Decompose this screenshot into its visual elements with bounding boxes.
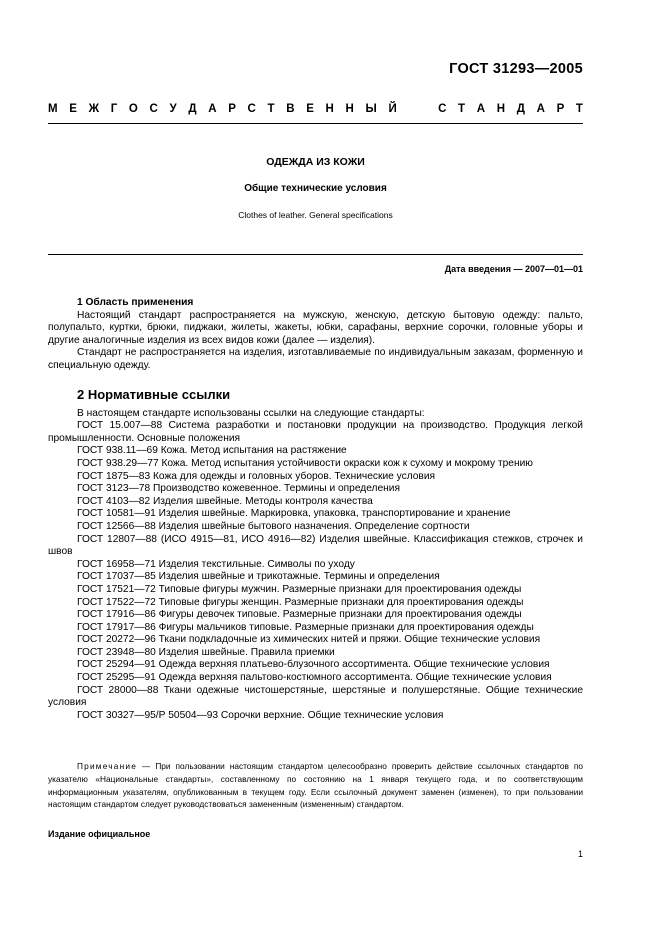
reference-item: ГОСТ 25295—91 Одежда верхняя пальтово-костюмного ассортимента. Общие технические условия bbox=[77, 672, 552, 684]
reference-item: ГОСТ 3123—78 Производство кожевенное. Термины и определения bbox=[77, 483, 400, 495]
heading-letter: Д bbox=[188, 103, 197, 115]
reference-item: ГОСТ 20272—96 Ткани подкладочные из химических нитей и пряжи. Общие технические условия bbox=[77, 634, 541, 646]
section-1-title: 1 Область применения bbox=[77, 297, 194, 308]
section-1-paragraph: Стандарт не распространяется на изделия, изготавливаемые по индивидуальным заказам, форменную и специальную одежду. bbox=[48, 347, 583, 371]
title-rule bbox=[48, 254, 583, 255]
heading-letter: Е bbox=[69, 103, 77, 115]
heading-letter: М bbox=[48, 103, 58, 115]
reference-item: ГОСТ 25294—91 Одежда верхняя платьево-блузочного ассортимента. Общие технические условия bbox=[77, 659, 550, 671]
interstate-standard-heading bbox=[48, 103, 583, 115]
heading-letter: У bbox=[169, 103, 177, 115]
heading-letter: Т bbox=[267, 103, 275, 115]
reference-item: ГОСТ 17522—72 Типовые фигуры женщин. Размерные признаки для проектирования одежды bbox=[77, 596, 524, 608]
heading-letter: Т bbox=[458, 103, 466, 115]
reference-item: ГОСТ 15.007—88 Система разработки и постановки продукции на производство. Продукция легкой промышленности. Основные положения bbox=[48, 420, 583, 444]
heading-letter: Н bbox=[325, 103, 334, 115]
heading-letter: Н bbox=[345, 103, 354, 115]
heading-letter: Р bbox=[228, 103, 236, 115]
heading-letter: Г bbox=[110, 103, 118, 115]
gost-number: ГОСТ 31293—2005 bbox=[449, 61, 583, 77]
section-1-paragraph: Настоящий стандарт распространяется на мужскую, женскую, детскую бытовую одежду: пальто, полупальто, куртки, брюки, пиджаки, жилеты, жакеты, юбки, сарафаны, верхние сорочки, головные уборы и другие аналогичные изделия из всех видов кожи (далее — изделия). bbox=[48, 309, 583, 346]
page-number: 1 bbox=[577, 849, 583, 859]
introduction-date: Дата введения — 2007—01—01 bbox=[444, 264, 583, 274]
heading-letter: Ы bbox=[365, 103, 377, 115]
heading-letter: Р bbox=[556, 103, 565, 115]
header-rule bbox=[48, 123, 583, 124]
note bbox=[48, 760, 583, 811]
reference-item: ГОСТ 12566—88 Изделия швейные бытового назначения. Определение сортности bbox=[77, 520, 470, 532]
heading-letter: В bbox=[286, 103, 295, 115]
heading-letter: Д bbox=[516, 103, 525, 115]
heading-letter: Н bbox=[496, 103, 506, 115]
heading-letter: Й bbox=[388, 103, 397, 115]
document-title: ОДЕЖДА ИЗ КОЖИ bbox=[266, 156, 365, 168]
reference-item: ГОСТ 938.11—69 Кожа. Метод испытания на растяжение bbox=[77, 445, 347, 457]
heading-letter: С bbox=[247, 103, 256, 115]
heading-letter: С bbox=[438, 103, 447, 115]
reference-item: ГОСТ 16958—71 Изделия текстильные. Символы по уходу bbox=[77, 558, 355, 570]
note-paragraph bbox=[48, 760, 583, 811]
section-2 bbox=[48, 389, 583, 722]
official-edition-label: Издание официальное bbox=[48, 829, 151, 839]
heading-letter: С bbox=[149, 103, 158, 115]
reference-item: ГОСТ 17521—72 Типовые фигуры мужчин. Размерные признаки для проектирования одежды bbox=[77, 583, 522, 595]
heading-letter: А bbox=[476, 103, 486, 115]
section-2-title: 2 Нормативные ссылки bbox=[77, 387, 231, 402]
reference-item: ГОСТ 23948—80 Изделия швейные. Правила приемки bbox=[77, 646, 335, 658]
heading-letter: А bbox=[536, 103, 545, 115]
reference-item: ГОСТ 17916—86 Фигуры девочек типовые. Размерные признаки для проектирования одежды bbox=[77, 609, 522, 621]
reference-item: ГОСТ 1875—83 Кожа для одежды и головных уборов. Технические условия bbox=[77, 470, 436, 482]
reference-item: ГОСТ 10581—91 Изделия швейные. Маркировка, упаковка, транспортирование и хранение bbox=[77, 508, 511, 520]
heading-letter: А bbox=[208, 103, 217, 115]
heading-word-gap bbox=[408, 103, 426, 115]
reference-item: ГОСТ 4103—82 Изделия швейные. Методы контроля качества bbox=[77, 495, 373, 507]
heading-letter: Т bbox=[575, 103, 583, 115]
reference-item: ГОСТ 17037—85 Изделия швейные и трикотажные. Термины и определения bbox=[77, 571, 440, 583]
reference-item: ГОСТ 938.29—77 Кожа. Метод испытания устойчивости окраски кож к сухому и мокрому трению bbox=[77, 457, 533, 469]
reference-item: ГОСТ 30327—95/Р 50504—93 Сорочки верхние. Общие технические условия bbox=[77, 709, 444, 721]
reference-item: ГОСТ 17917—86 Фигуры мальчиков типовые. Размерные признаки для проектирования одежды bbox=[77, 621, 534, 633]
heading-letter: Ж bbox=[88, 103, 100, 115]
heading-letter: Е bbox=[306, 103, 314, 115]
reference-item: ГОСТ 28000—88 Ткани одежные чистошерстяные, шерстяные и полушерстяные. Общие технические условия bbox=[48, 684, 583, 709]
note-label: Примечание bbox=[77, 761, 138, 771]
document-subtitle: Общие технические условия bbox=[244, 183, 387, 194]
section-1 bbox=[48, 297, 583, 373]
heading-letter: О bbox=[128, 103, 138, 115]
reference-item: ГОСТ 12807—88 (ИСО 4915—81, ИСО 4916—82) Изделия швейные. Классификация стежков, строчек и швов bbox=[48, 533, 583, 558]
section-2-intro: В настоящем стандарте использованы ссылки на следующие стандарты: bbox=[77, 407, 425, 419]
note-text: — При пользовании настоящим стандартом целесообразно проверить действие ссылочных стандартов по указателю «Национальные стандарты», составленному по состоянию на 1 января текущего года, и по соответствующим информационным указателям, опубликованным в текущем году. Если ссылочный документ заменен (изменен), то при пользовании настоящим стандартом следует руководствоваться замененным (измененным) стандартом. bbox=[48, 761, 583, 810]
normative-references-list bbox=[48, 420, 583, 722]
english-title: Clothes of leather. General specifications bbox=[238, 210, 393, 220]
